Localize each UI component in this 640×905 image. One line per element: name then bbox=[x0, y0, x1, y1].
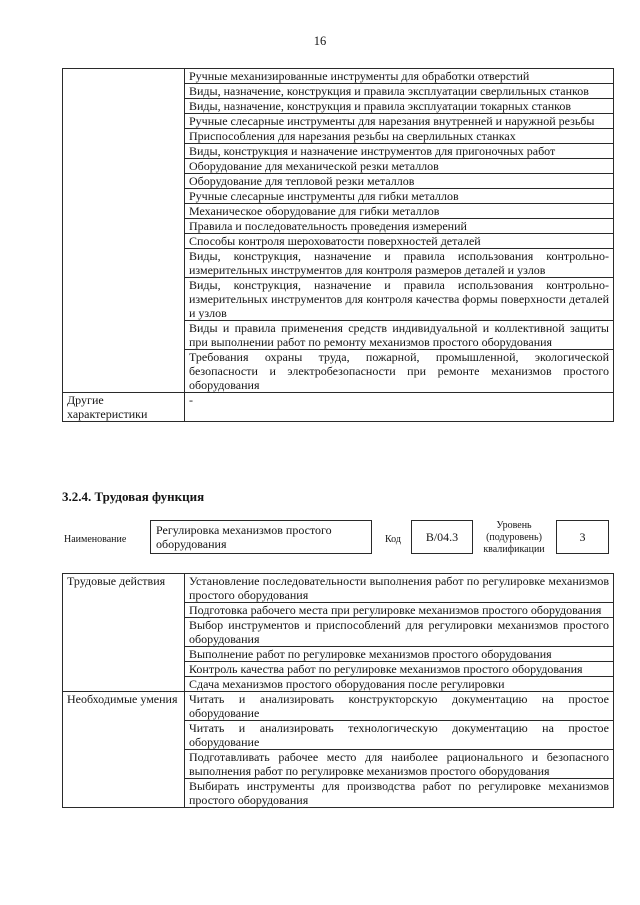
knowledge-item: Правила и последовательность проведения измерений bbox=[185, 219, 614, 234]
labor-action: Выполнение работ по регулировке механизмов простого оборудования bbox=[185, 647, 614, 662]
other-characteristics-value: - bbox=[185, 393, 614, 422]
code-value-box: В/04.3 bbox=[411, 520, 473, 554]
section-heading: 3.2.4. Трудовая функция bbox=[62, 489, 205, 504]
table-row bbox=[63, 692, 614, 721]
knowledge-item: Ручные слесарные инструменты для гибки металлов bbox=[185, 189, 614, 204]
level-label: Уровень (подуровень) квалификации bbox=[483, 520, 545, 555]
knowledge-item: Оборудование для тепловой резки металлов bbox=[185, 174, 614, 189]
name-label: Наименование bbox=[64, 534, 127, 545]
required-skill: Подготавливать рабочее место для наиболее рационального и безопасного выполнения работ по регулировке механизмов простого оборудования bbox=[185, 750, 614, 779]
required-skill: Читать и анализировать технологическую документацию на простое оборудование bbox=[185, 721, 614, 750]
knowledge-item: Механическое оборудование для гибки металлов bbox=[185, 204, 614, 219]
knowledge-item: Виды, конструкция, назначение и правила использования контрольно-измерительных инструментов для контроля размеров деталей и узлов bbox=[185, 249, 614, 278]
code-label: Код bbox=[385, 534, 401, 545]
required-skill: Читать и анализировать конструкторскую документацию на простое оборудование bbox=[185, 692, 614, 721]
knowledge-item: Ручные механизированные инструменты для обработки отверстий bbox=[185, 69, 614, 84]
knowledge-table bbox=[62, 68, 614, 422]
level-value-box: 3 bbox=[556, 520, 609, 554]
knowledge-item: Оборудование для механической резки металлов bbox=[185, 159, 614, 174]
page-number: 16 bbox=[313, 34, 327, 48]
table-row bbox=[63, 69, 614, 84]
knowledge-item: Виды и правила применения средств индивидуальной и коллективной защиты при выполнении работ по ремонту механизмов простого оборудования bbox=[185, 321, 614, 350]
required-skill-group-label: Необходимые умения bbox=[63, 692, 185, 808]
function-name-box: Регулировка механизмов простого оборудования bbox=[150, 520, 372, 554]
labor-action: Подготовка рабочего места при регулировке механизмов простого оборудования bbox=[185, 603, 614, 618]
label-cell bbox=[63, 69, 185, 393]
labor-action: Сдача механизмов простого оборудования после регулировки bbox=[185, 677, 614, 692]
knowledge-item: Виды, назначение, конструкция и правила эксплуатации сверлильных станков bbox=[185, 84, 614, 99]
table-row bbox=[63, 574, 614, 603]
labor-action: Установление последовательности выполнения работ по регулировке механизмов простого оборудования bbox=[185, 574, 614, 603]
other-characteristics-label: Другие характеристики bbox=[63, 393, 185, 422]
labor-action: Контроль качества работ по регулировке механизмов простого оборудования bbox=[185, 662, 614, 677]
function-table bbox=[62, 573, 614, 808]
knowledge-item: Способы контроля шероховатости поверхностей деталей bbox=[185, 234, 614, 249]
knowledge-item: Виды, назначение, конструкция и правила эксплуатации токарных станков bbox=[185, 99, 614, 114]
table-row bbox=[63, 393, 614, 422]
knowledge-item: Виды, конструкция, назначение и правила использования контрольно-измерительных инструментов для контроля качества формы поверхности деталей и узлов bbox=[185, 278, 614, 321]
knowledge-item: Требования охраны труда, пожарной, промышленной, экологической безопасности и электробезопасности при ремонте механизмов простого оборудования bbox=[185, 350, 614, 393]
labor-action-group-label: Трудовые действия bbox=[63, 574, 185, 692]
knowledge-item: Приспособления для нарезания резьбы на сверлильных станках bbox=[185, 129, 614, 144]
knowledge-item: Виды, конструкция и назначение инструментов для пригоночных работ bbox=[185, 144, 614, 159]
labor-action: Выбор инструментов и приспособлений для регулировки механизмов простого оборудования bbox=[185, 618, 614, 647]
knowledge-item: Ручные слесарные инструменты для нарезания внутренней и наружной резьбы bbox=[185, 114, 614, 129]
required-skill: Выбирать инструменты для производства работ по регулировке механизмов простого оборудования bbox=[185, 779, 614, 808]
